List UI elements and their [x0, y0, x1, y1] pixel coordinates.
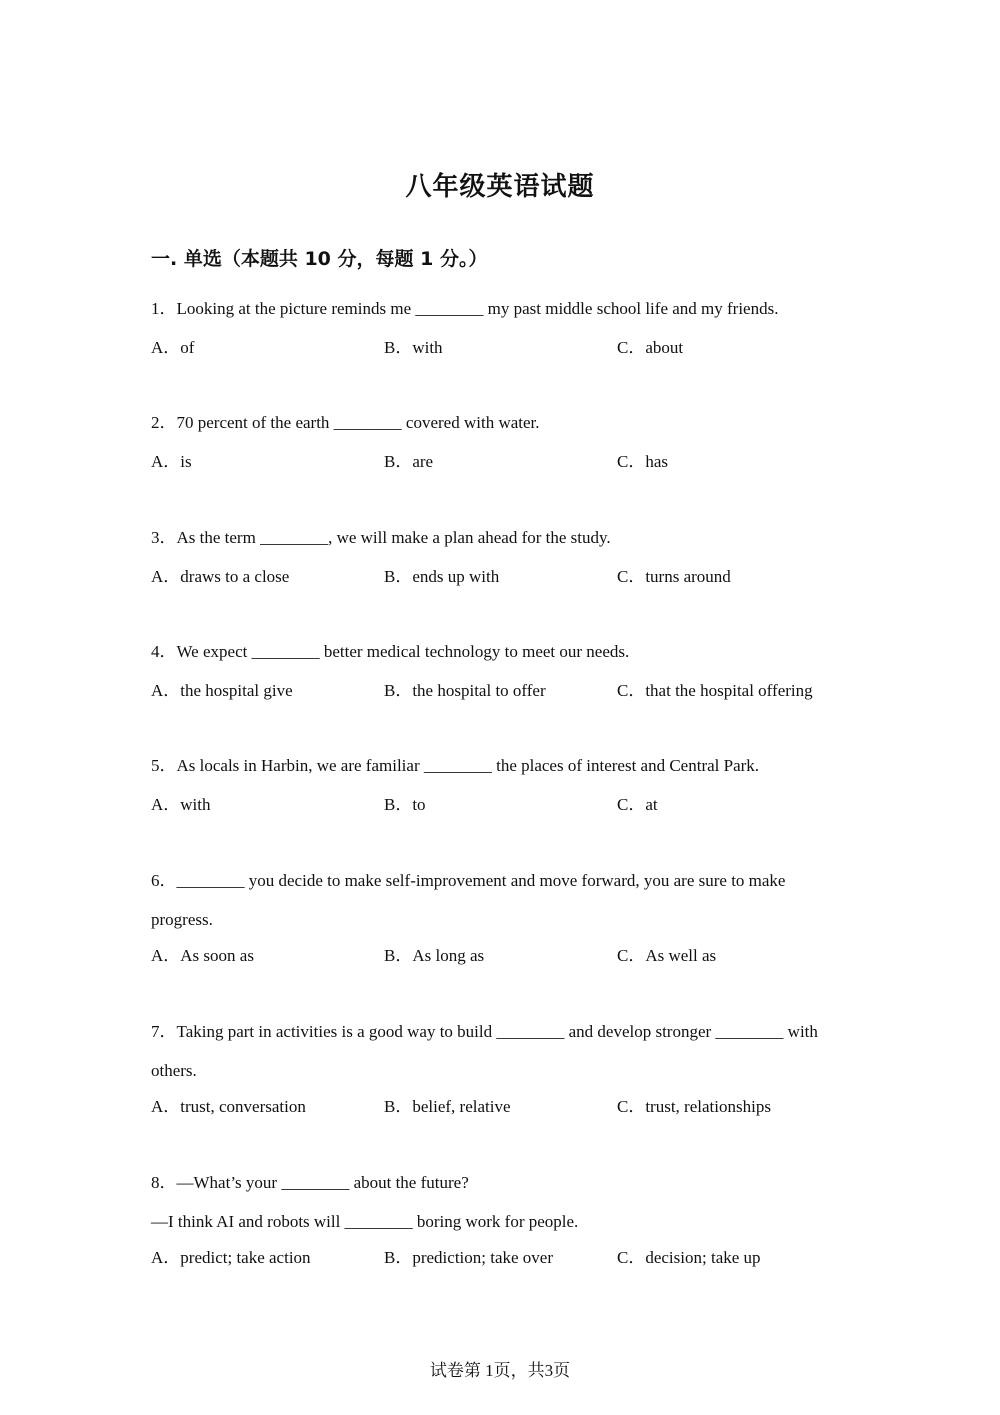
question-8-stem: 8．—What’s your ________ about the future?	[151, 1173, 469, 1192]
question-5-stem: 5．As locals in Harbin, we are familiar ________ the places of interest and Central Park.	[151, 756, 760, 775]
question-5-option-a[interactable]: A．with	[151, 795, 211, 814]
question-7-stem: 7．Taking part in activities is a good way to build ________ and develop stronger ________ with	[151, 1022, 818, 1041]
question-7-stem-continued: others.	[151, 1061, 197, 1080]
question-1-option-a[interactable]: A．of	[151, 338, 195, 357]
question-6-stem: 6．________ you decide to make self-improvement and move forward, you are sure to make	[151, 871, 786, 890]
question-4-option-b[interactable]: B．the hospital to offer	[384, 681, 546, 700]
question-7-option-a[interactable]: A．trust, conversation	[151, 1097, 306, 1116]
question-2-option-a[interactable]: A．is	[151, 452, 192, 471]
question-8-option-a[interactable]: A．predict; take action	[151, 1248, 311, 1267]
question-1-option-c[interactable]: C．about	[617, 338, 684, 357]
question-6-stem-continued: progress.	[151, 910, 213, 929]
question-6-option-c[interactable]: C．As well as	[617, 946, 717, 965]
question-3-stem: 3．As the term ________, we will make a plan ahead for the study.	[151, 528, 611, 547]
question-4-stem: 4．We expect ________ better medical technology to meet our needs.	[151, 642, 630, 661]
question-5-option-b[interactable]: B．to	[384, 795, 426, 814]
question-3-option-c[interactable]: C．turns around	[617, 567, 731, 586]
question-2-stem: 2．70 percent of the earth ________ covered with water.	[151, 413, 540, 432]
question-6-option-b[interactable]: B．As long as	[384, 946, 485, 965]
question-7-option-c[interactable]: C．trust, relationships	[617, 1097, 771, 1116]
page-title: 八年级英语试题	[405, 172, 595, 202]
question-8-option-c[interactable]: C．decision; take up	[617, 1248, 761, 1267]
question-1-stem: 1．Looking at the picture reminds me ________ my past middle school life and my friends.	[151, 299, 779, 318]
question-8-stem-continued: —I think AI and robots will ________ boring work for people.	[151, 1212, 579, 1231]
question-2-option-c[interactable]: C．has	[617, 452, 668, 471]
question-4-option-a[interactable]: A．the hospital give	[151, 681, 293, 700]
question-4-option-c[interactable]: C．that the hospital offering	[617, 681, 813, 700]
page-footer: 试卷第 1页，共3页	[429, 1361, 571, 1380]
section-heading: 一. 单选（本题共 10 分，每题 1 分。）	[151, 248, 488, 270]
question-5-option-c[interactable]: C．at	[617, 795, 658, 814]
question-1-option-b[interactable]: B．with	[384, 338, 443, 357]
question-6-option-a[interactable]: A．As soon as	[151, 946, 254, 965]
question-2-option-b[interactable]: B．are	[384, 452, 434, 471]
question-3-option-a[interactable]: A．draws to a close	[151, 567, 290, 586]
question-7-option-b[interactable]: B．belief, relative	[384, 1097, 511, 1116]
question-3-option-b[interactable]: B．ends up with	[384, 567, 500, 586]
question-8-option-b[interactable]: B．prediction; take over	[384, 1248, 554, 1267]
